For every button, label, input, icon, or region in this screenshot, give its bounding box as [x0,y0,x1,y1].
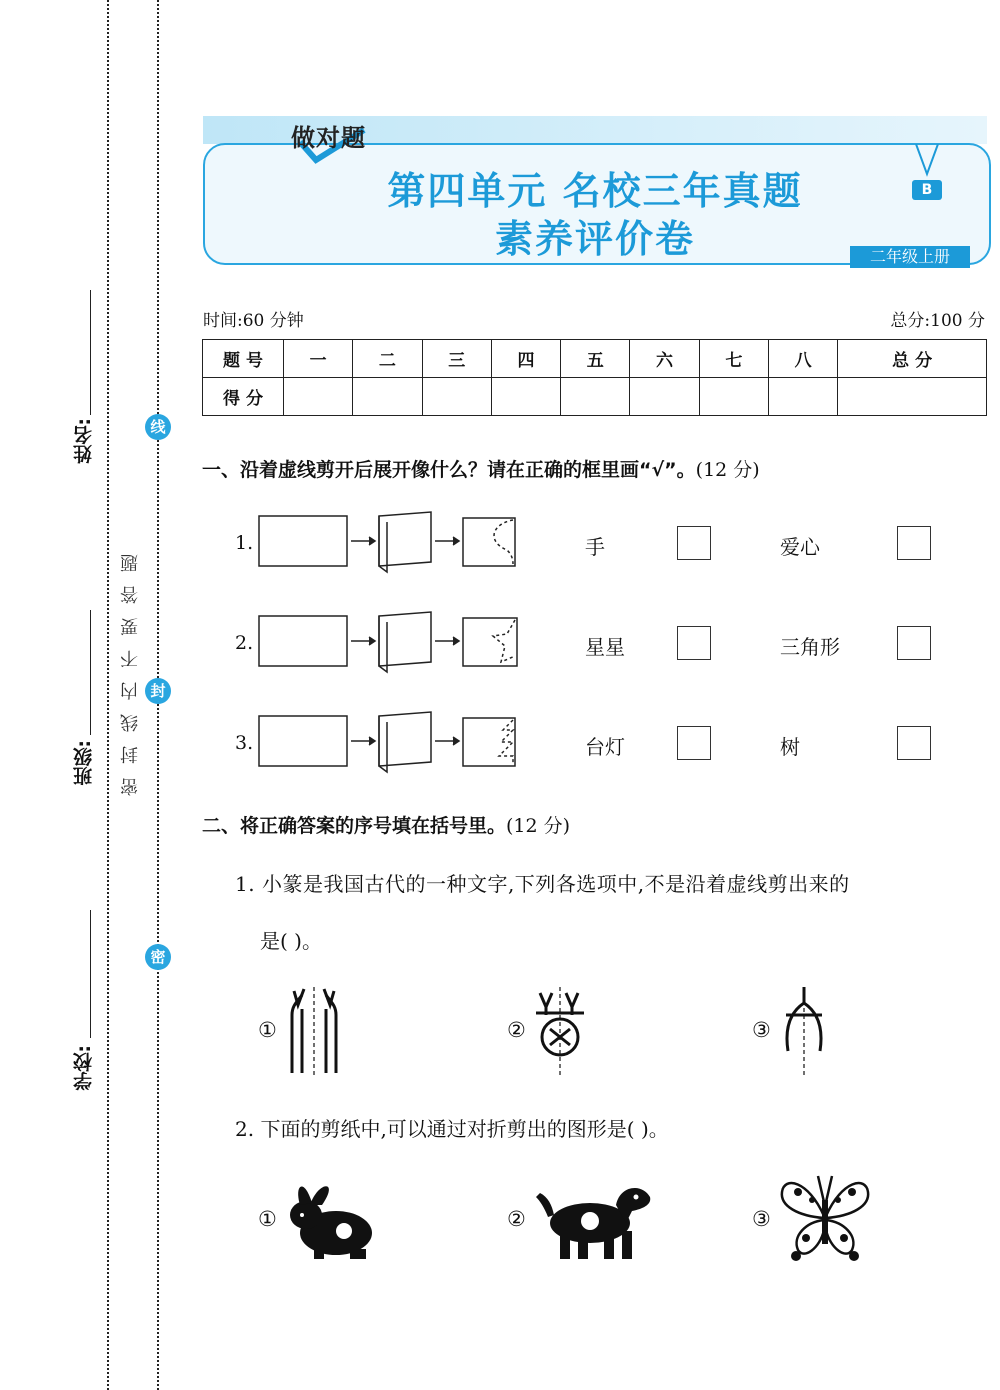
answer-checkbox[interactable] [677,626,711,660]
section2-points: (12 分) [506,815,571,837]
section1-points: (12 分) [695,459,760,481]
option-label: 树 [780,735,800,759]
score-table-row [203,378,987,416]
seal-notice: 密封线内不要答题 [120,540,141,796]
score-cell[interactable] [284,378,353,416]
option-number: ② [507,1207,526,1231]
page-subtitle: 素养评价卷 [494,217,695,261]
option-label: 手 [585,535,605,559]
answer-checkbox[interactable] [677,526,711,560]
total-score-info: 总分:100 分 [890,311,985,331]
school-label: 学校: [73,1045,95,1091]
seal-line-circle: 线 [145,414,171,440]
option-number: ① [258,1207,277,1231]
score-cell[interactable] [630,378,699,416]
answer-checkbox[interactable] [677,726,711,760]
header-cell: 六 [630,340,699,378]
paper-sheet-icon [259,516,347,566]
option-label: 台灯 [585,735,625,759]
folding-diagrams [255,508,525,788]
section1-heading-text: 一、沿着虚线剪开后展开像什么？请在正确的框里画“√”。 [202,459,696,481]
header-cell: 三 [422,340,491,378]
seal-script-1-icon[interactable] [284,985,344,1077]
score-table [202,339,987,416]
option-number: ① [258,1018,277,1042]
class-label: 班级: [73,740,95,786]
grade-tag: 二年级上册 [850,246,970,268]
question-2-1-answer[interactable]: 是( )。 [260,929,322,953]
version-badge: B [912,180,942,200]
option-number: ③ [752,1207,771,1231]
header-cell: 四 [491,340,560,378]
cut-star-icon [463,618,517,666]
ribbon-icon [912,144,942,182]
header-cell: 五 [561,340,630,378]
seal-secret-circle: 密 [145,944,171,970]
dog-papercut-icon[interactable] [534,1175,658,1263]
option-label: 爱心 [780,535,820,559]
rabbit-papercut-icon[interactable] [284,1175,379,1263]
item-number: 1. [235,532,254,554]
section2-heading [202,811,570,838]
score-cell[interactable] [491,378,560,416]
seal-seal-circle: 封 [145,678,171,704]
name-blank [90,290,91,415]
score-cell[interactable] [699,378,768,416]
score-table-header [203,340,987,378]
score-cell[interactable] [422,378,491,416]
option-label: 星星 [585,635,625,659]
header-cell: 八 [768,340,837,378]
binding-line-left [107,0,109,1390]
score-cell[interactable] [353,378,422,416]
time-info: 时间:60 分钟 [203,311,304,331]
school-blank [90,910,91,1038]
header-cell: 总 分 [838,340,987,378]
header-cell: 题 号 [203,340,284,378]
row-label-cell: 得 分 [203,378,284,416]
header-cell: 七 [699,340,768,378]
score-cell[interactable] [838,378,987,416]
brand-logo: 做对题 [291,124,366,152]
seal-script-3-icon[interactable] [778,985,838,1077]
name-label: 姓名: [73,418,95,464]
paper-sheet-icon [259,716,347,766]
question-2-2: 2. 下面的剪纸中,可以通过对折剪出的图形是( )。 [235,1117,669,1141]
header-cell: 二 [353,340,422,378]
section2-heading-text: 二、将正确答案的序号填在括号里。 [202,815,507,837]
question-2-1: 1. 小篆是我国古代的一种文字,下列各选项中,不是沿着虚线剪出来的 [235,872,850,896]
option-number: ② [507,1018,526,1042]
section1-heading [202,455,760,482]
page-title: 第四单元 名校三年真题 [387,169,803,213]
item-number: 3. [235,732,254,754]
class-blank [90,610,91,735]
paper-sheet-icon [259,616,347,666]
cut-heart-icon [463,518,515,566]
header-cell: 一 [284,340,353,378]
option-number: ③ [752,1018,771,1042]
seal-script-2-icon[interactable] [532,985,592,1077]
butterfly-papercut-icon[interactable] [778,1172,873,1264]
item-number: 2. [235,632,254,654]
answer-checkbox[interactable] [897,626,931,660]
score-cell[interactable] [561,378,630,416]
option-label: 三角形 [780,635,840,659]
answer-checkbox[interactable] [897,726,931,760]
score-cell[interactable] [768,378,837,416]
answer-checkbox[interactable] [897,526,931,560]
